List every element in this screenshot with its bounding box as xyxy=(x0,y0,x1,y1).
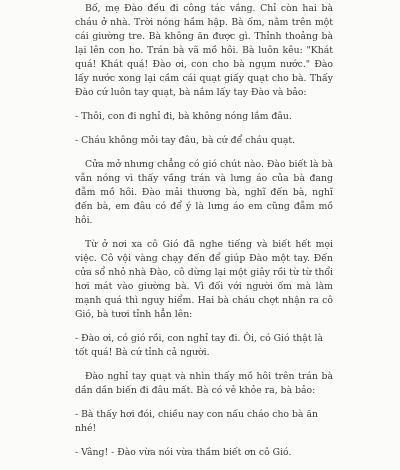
paragraph-final-dialogue: - Vâng! - Đào vừa nói vừa thầm biết ơn cô Gió. xyxy=(75,447,292,458)
paragraph-recovery: Đào nghỉ tay quạt và nhìn thấy mồ hôi trên trán bà dần dần biến đi đâu mất. Bà có vẻ khỏe ra, bà bảo: xyxy=(75,371,333,396)
paragraph-wind-arrives: Từ ở nơi xa cô Gió đã nghe tiếng và biết hết mọi việc. Cô vội vàng chạy đến để giúp Đào một tay. Đến cửa sổ nhỏ nhà Đào, cô dừng lại một giây rồi từ từ thổi hơi mát vào giường bà. Vì đối với người ốm mà làm mạnh quá thì nguy hiểm. Hai bà cháu chợt nhận ra cô Gió, bà tươi tỉnh hẳn lên: xyxy=(75,239,333,320)
paragraph-sweat: Cửa mở nhưng chẳng có gió chút nào. Đào biết là bà vẫn nóng vì thấy vầng trán và lưng áo của bà đang đẫm mồ hôi. Đào mải thương bà, nghĩ đến bà, nghĩ đến bà, em đâu có để ý là lưng áo em cũng đẫm mồ hôi. xyxy=(75,159,333,226)
story-text xyxy=(75,0,333,470)
paragraph-porridge-dialogue: - Bà thấy hơi đói, chiều nay con nấu cháo cho bà ăn nhé! xyxy=(75,409,318,434)
paragraph-intro: Bố, mẹ Đào đều đi công tác vắng. Chỉ còn hai bà cháu ở nhà. Trời nóng hầm hập. Bà ốm, nằm trên một cái giường tre. Bà không ăn được gì. Thỉnh thoảng bà lại lên con ho. Trán bà vã mồ hôi. Bà luôn kêu: "Khát quá! Khát quá! Đào ơi, con cho bà ngụm nước." Đào lấy nước xong lại cầm cái quạt giấy quạt cho bà. Thấy Đào cứ luôn tay quạt, bà nắm lấy tay Đào và bảo: xyxy=(75,3,333,98)
paragraph-grandma-wind-dialogue: - Đào ơi, có gió rồi, con nghỉ tay đi. Ôi, có Gió thật là tốt quá! Bà cứ tỉnh cả người. xyxy=(75,333,324,358)
paragraph-dao-dialogue: - Cháu không mỏi tay đâu, bà cứ để cháu quạt. xyxy=(75,135,296,146)
paragraph-grandma-dialogue: - Thôi, con đi nghỉ đi, bà không nóng lắm đâu. xyxy=(75,111,292,122)
